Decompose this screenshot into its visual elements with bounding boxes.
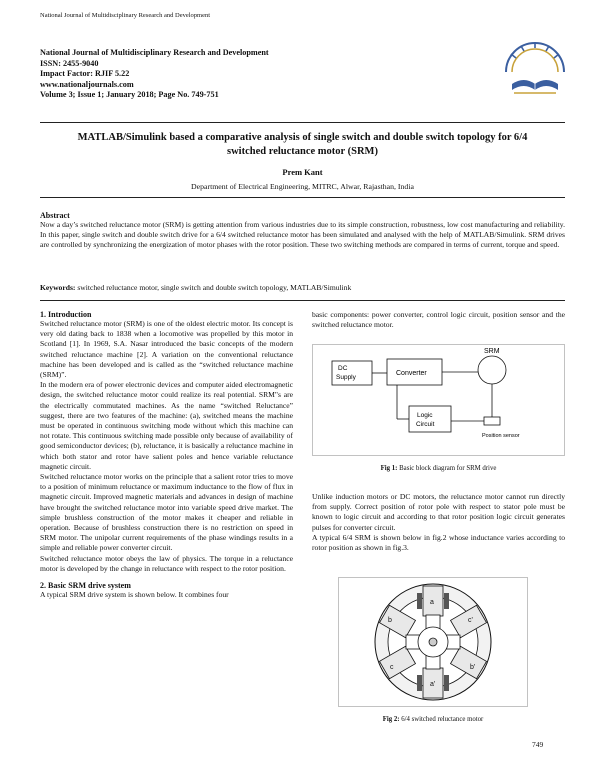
fig2-caption-text: 6/4 switched reluctance motor <box>401 716 484 723</box>
dc-supply-label-1: DC <box>338 365 348 372</box>
block-diagram <box>312 344 565 456</box>
logic-label-1: Logic <box>417 412 433 419</box>
title-line-2: switched reluctance motor (SRM) <box>227 146 378 157</box>
journal-name: National Journal of Multidisciplinary Research and Development <box>40 48 269 57</box>
paper-title <box>40 131 565 159</box>
shaft <box>429 638 437 646</box>
label-b: b <box>388 617 392 624</box>
abstract-rule <box>40 197 565 198</box>
header-rule <box>40 122 565 123</box>
section2-paragraph-1: A typical SRM drive system is shown below. It combines four <box>40 590 229 600</box>
section2-heading: 2. Basic SRM drive system <box>40 581 131 591</box>
label-a: a <box>430 599 434 606</box>
author: Prem Kant <box>282 167 323 177</box>
label-c: c <box>390 664 394 671</box>
position-sensor-label: Position sensor <box>482 433 520 439</box>
right-paragraph-1: Unlike induction motors or DC motors, the reluctance motor cannot run directly from supply. Correct position of rotor pole with respect to stator pole must be known to logic circuit and according to that rotor position logic circuit generates pulses for converter circuit. <box>312 492 565 532</box>
keywords-text: switched reluctance motor, single switch and double switch topology, MATLAB/Simulink <box>77 283 352 292</box>
srm-cross-section <box>338 577 528 707</box>
intro-paragraph-2: In the modern era of power electronic devices and computer aided electromagnetic design, the switched reluctance motor could realize its real potential. SRM"s are the electrically commutated machines. As the name “switched Reluctance” suggest, there are two features of the machine: (a), switched means the machine must be operated in continuous switching mode without which this machine can not rotate. This continuous switching made possible only because of availability of good semiconductor devices; (b), reluctance, it is basically a reluctance machine in which both stator and rotor have salient poles and hence variable reluctance magnetic circuit. <box>40 380 293 471</box>
fig1-caption-label: Fig 1: <box>380 465 398 472</box>
intro-heading: 1. Introduction <box>40 310 92 319</box>
journal-impact: Impact Factor: RJIF 5.22 <box>40 69 130 79</box>
page-number: 749 <box>532 740 544 749</box>
journal-logo-icon <box>500 38 570 100</box>
label-a2: a' <box>430 681 436 688</box>
journal-url[interactable]: www.nationaljournals.com <box>40 79 134 89</box>
converter-label: Converter <box>396 370 427 377</box>
running-head: National Journal of Multidisciplinary Research and Development <box>40 12 211 19</box>
right-column <box>312 310 565 330</box>
affiliation: Department of Electrical Engineering, MITRC, Alwar, Rajasthan, India <box>191 182 414 191</box>
logic-circuit-block <box>409 406 451 432</box>
label-b2: b' <box>470 664 476 671</box>
figure-1 <box>312 344 565 472</box>
right-paragraph-2: A typical 6/4 SRM is shown below in fig.2 whose inductance varies according to rotor position as shown in fig.3. <box>312 532 565 553</box>
keywords-label: Keywords: <box>40 283 76 292</box>
journal-issn: ISSN: 2455-9040 <box>40 58 99 68</box>
label-c2: c' <box>468 617 473 624</box>
abstract <box>40 211 565 251</box>
logic-label-2: Circuit <box>416 421 435 428</box>
abstract-heading: Abstract <box>40 211 70 220</box>
left-column <box>40 310 293 600</box>
figure-2-caption <box>338 716 528 723</box>
intro-paragraph-4: Switched reluctance motor obeys the law of physics. The torque in a reluctance motor is developed by the change in reluctance with respect to the rotor position. <box>40 553 293 573</box>
intro-paragraph-1: Switched reluctance motor (SRM) is one of the oldest electric motor. Its concept is very old dating back to 1838 when a locomotive was propelled by this motor in Scotland [1]. In 1969, S.A. Nasar introduced the basic concepts of the modern switched reluctance machine [2]. A variation on the conventional reluctance machine has been developed and is called as the “switched reluctance machine (SRM)”. <box>40 319 293 380</box>
srm-motor <box>478 356 506 384</box>
abstract-text: Now a day’s switched reluctance motor (SRM) is getting attention from various industries due to its simple construction, robustness, low cost manufacturing and reliability. In this paper, single switch and double switch drive for a 6/4 switched reluctance motor has been simulated and analysed with the help of MATLAB/Simulink. SRM drives are controlled by synchronizing the energization of motor phases with the rotor position. These two switching methods are compared in terms of current, torque and speed. <box>40 220 565 250</box>
figure-2 <box>338 577 528 723</box>
figure-1-caption <box>312 465 565 472</box>
srm-label: SRM <box>484 348 500 355</box>
title-line-1: MATLAB/Simulink based a comparative analysis of single switch and double switch topology for 6/4 <box>77 132 528 143</box>
intro-paragraph-3: Switched reluctance motor works on the principle that a salient rotor tries to move to a position of minimum reluctance or maximum inductance to the flow of flux in magnetic circuit. Improved magnetic materials and advances in design of machine have brought the switched reluctance motor into variable speed drive market. The simple brushless construction of the motor makes it cheaper and reliable in operation. Because of brushless construction there is no restriction on speed in SRM motor. The unipolar current requirements of the phase windings results in a simple and reliable power converter circuit. <box>40 472 293 553</box>
fig1-caption-text: Basic block diagram for SRM drive <box>399 465 497 472</box>
right-column-continued <box>312 492 565 553</box>
keywords-rule <box>40 300 565 301</box>
position-sensor-block <box>484 417 500 425</box>
keywords <box>40 283 565 292</box>
fig2-caption-label: Fig 2: <box>382 716 400 723</box>
right-paragraph-0: basic components: power converter, control logic circuit, position sensor and the switched reluctance motor. <box>312 310 565 330</box>
dc-supply-label-2: Supply <box>336 374 356 381</box>
journal-info <box>40 48 269 101</box>
journal-volume: Volume 3; Issue 1; January 2018; Page No. 749-751 <box>40 90 219 100</box>
